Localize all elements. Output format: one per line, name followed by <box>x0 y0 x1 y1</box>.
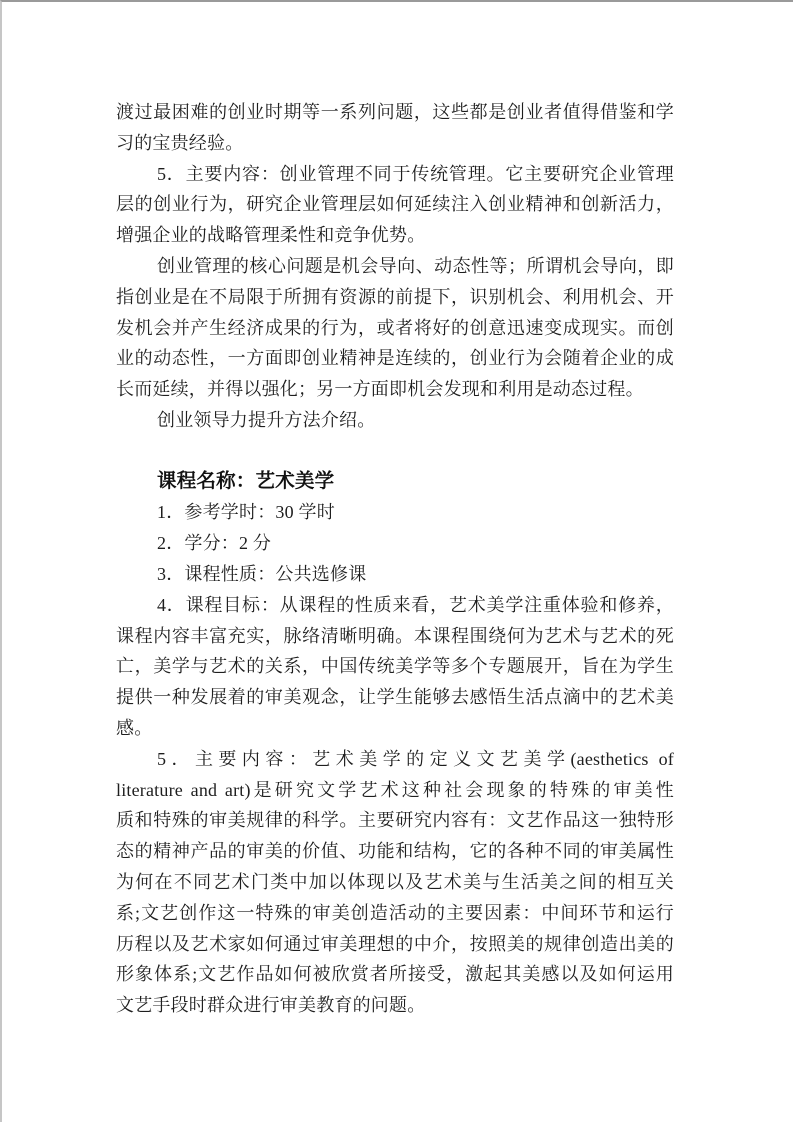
para-entrepreneurship-management-content <box>116 159 674 251</box>
text-line: 创业管理的核心问题是机会导向、动态性等；所谓机会导向，即 <box>157 255 674 276</box>
text-line: 4．课程目标：从课程的性质来看，艺术美学注重体验和修养， <box>157 594 674 615</box>
text-line: literature and art)是研究文学艺术这种社会现象的特殊的审美性 <box>116 779 674 800</box>
text-line: 态的精神产品的审美的价值、功能和结构，它的各种不同的审美属性 <box>116 841 674 862</box>
text-line: 业的动态性，一方面即创业精神是连续的，创业行为会随着企业的成 <box>116 348 674 369</box>
text-line: 增强企业的战略管理柔性和竞争优势。 <box>116 225 426 246</box>
text-line: 习的宝贵经验。 <box>116 132 244 153</box>
text-line: 亡，美学与艺术的关系，中国传统美学等多个专题展开，旨在为学生 <box>116 656 674 677</box>
text-line: 发机会并产生经济成果的行为，或者将好的创意迅速变成现实。而创 <box>116 317 674 338</box>
item-course-type <box>116 559 674 590</box>
text-line: 提供一种发展着的审美观念，让学生能够去感悟生活点滴中的艺术美 <box>116 687 674 708</box>
para-leadership-improvement <box>116 405 674 436</box>
para-entrepreneurship-experience <box>116 97 674 159</box>
blank-line <box>116 436 674 467</box>
text-line: 感。 <box>116 717 153 738</box>
text-line: 5．主要内容：艺术美学的定义文艺美学(aesthetics of <box>157 748 674 769</box>
item-course-objectives <box>116 590 674 744</box>
item-reference-hours <box>116 497 674 528</box>
text-line: 历程以及艺术家如何通过审美理想的中介，按照美的规律创造出美的 <box>116 933 674 954</box>
text-line: 渡过最困难的创业时期等一系列问题，这些都是创业者值得借鉴和学 <box>116 102 674 122</box>
heading-text-line: 课程名称：艺术美学 <box>157 470 335 492</box>
para-opportunity-orientation <box>116 251 674 405</box>
text-line: 5．主要内容：创业管理不同于传统管理。它主要研究企业管理 <box>157 163 674 184</box>
text-line: 1．参考学时：30 学时 <box>157 502 335 523</box>
text-line: 形象体系;文艺作品如何被欣赏者所接受，激起其美感以及如何运用 <box>116 964 674 985</box>
text-line: 长而延续，并得以强化；另一方面即机会发现和利用是动态过程。 <box>116 379 644 400</box>
text-line: 课程内容丰富充实，脉络清晰明确。本课程围绕何为艺术与艺术的死 <box>116 625 674 646</box>
text-line: 创业领导力提升方法介绍。 <box>157 409 376 430</box>
text-line: 文艺手段时群众进行审美教育的问题。 <box>116 995 426 1016</box>
text-line: 质和特殊的审美规律的科学。主要研究内容有：文艺作品这一独特形 <box>116 810 674 831</box>
item-main-content-aesthetics <box>116 744 674 1021</box>
heading-course-art-aesthetics <box>116 467 674 498</box>
text-line: 为何在不同艺术门类中加以体现以及艺术美与生活美之间的相互关 <box>116 871 674 892</box>
text-line: 系;文艺创作这一特殊的审美创造活动的主要因素：中间环节和运行 <box>116 902 674 923</box>
text-line: 指创业是在不局限于所拥有资源的前提下，识别机会、利用机会、开 <box>116 286 674 307</box>
item-credits <box>116 528 674 559</box>
text-line: 3．课程性质：公共选修课 <box>157 563 367 584</box>
text-line: 层的创业行为，研究企业管理层如何延续注入创业精神和创新活力， <box>116 194 674 215</box>
document-content <box>116 97 674 1021</box>
text-line: 2．学分：2 分 <box>157 533 272 554</box>
